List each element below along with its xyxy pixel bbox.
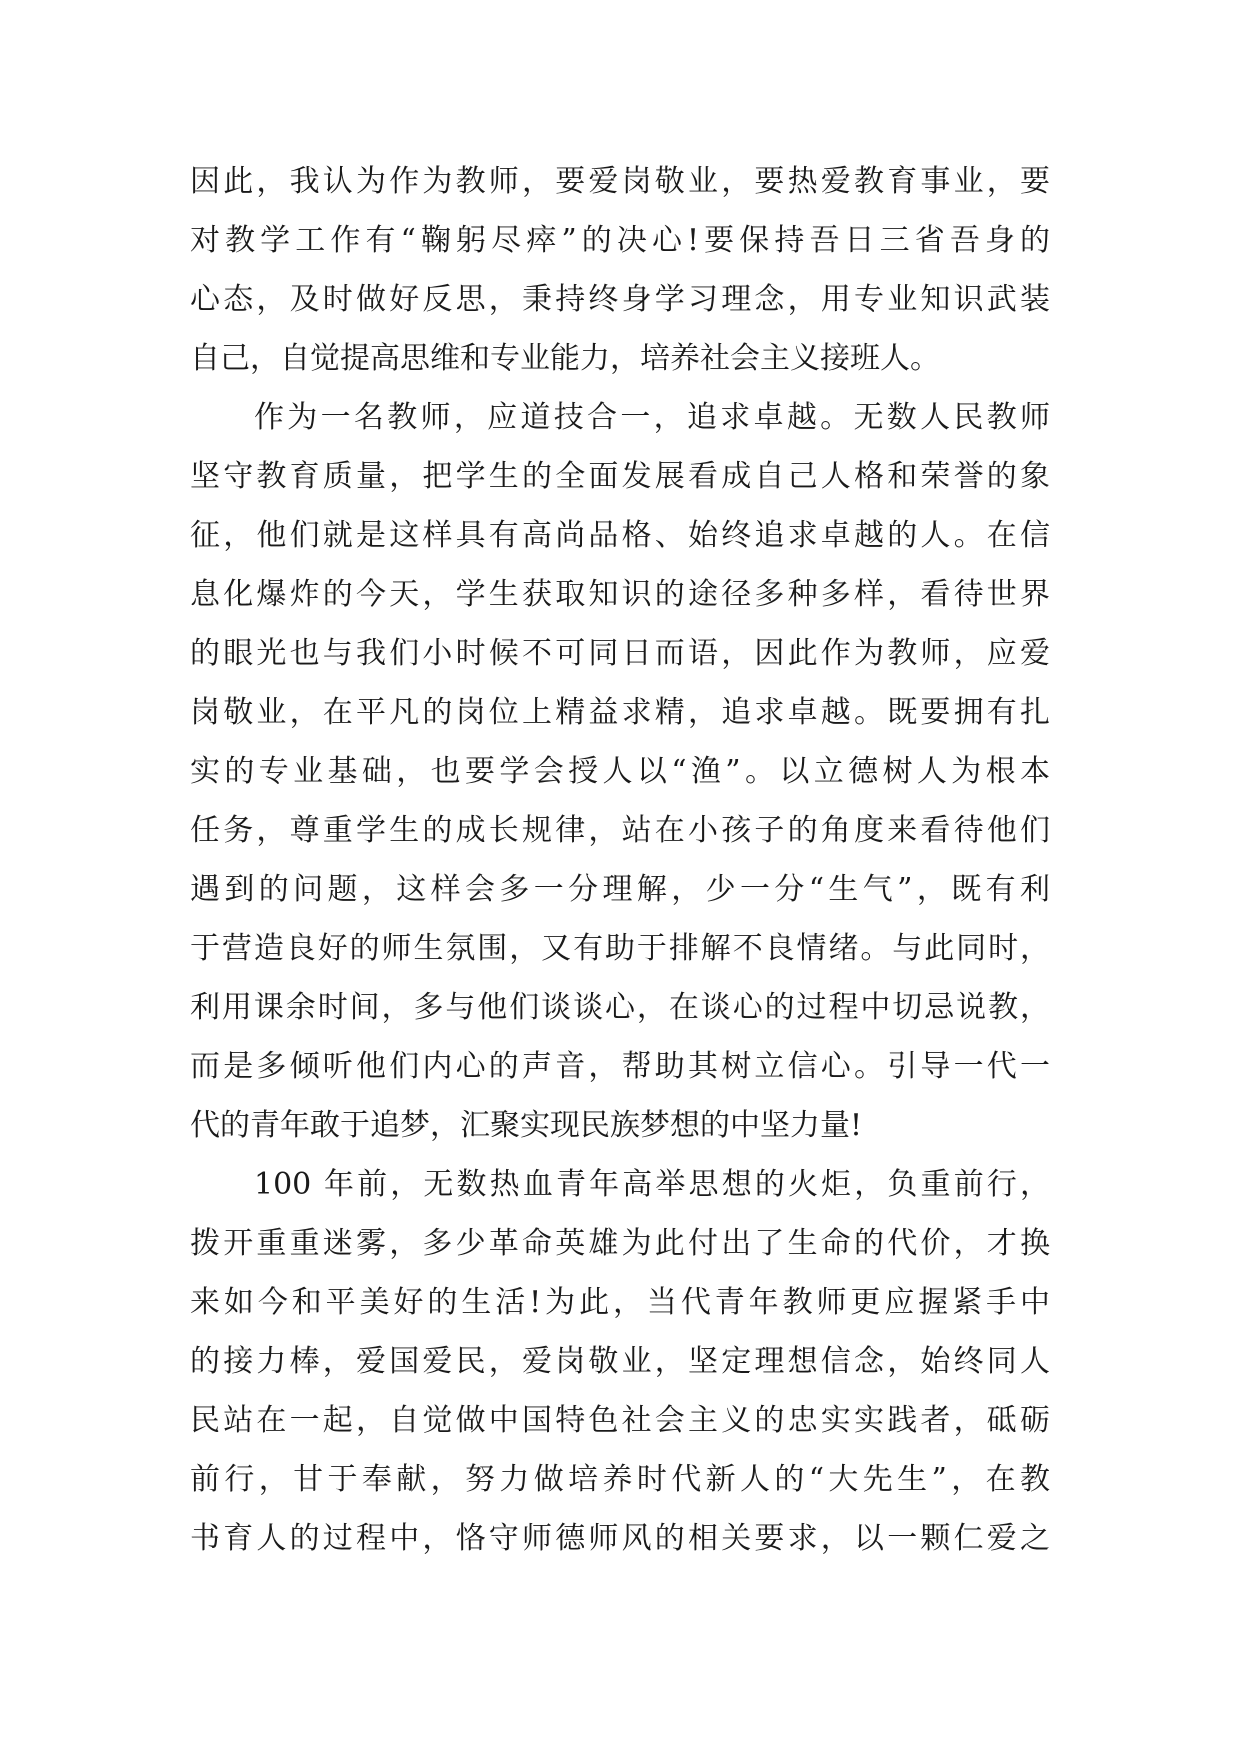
text-line: 任务，尊重学生的成长规律，站在小孩子的角度来看待他们 bbox=[190, 813, 1050, 848]
text-line: 而是多倾听他们内心的声音，帮助其树立信心。引导一代一 bbox=[190, 1049, 1050, 1084]
text-line: 因此，我认为作为教师，要爱岗敬业，要热爱教育事业，要 bbox=[190, 164, 1050, 199]
text-line: 征，他们就是这样具有高尚品格、始终追求卓越的人。在信 bbox=[190, 518, 1050, 553]
text-line: 自己，自觉提高思维和专业能力，培养社会主义接班人。 bbox=[190, 341, 940, 376]
text-line: 坚守教育质量，把学生的全面发展看成自己人格和荣誉的象 bbox=[190, 459, 1050, 494]
text-line: 对教学工作有“鞠躬尽瘁”的决心!要保持吾日三省吾身的 bbox=[190, 223, 1050, 258]
text-line: 岗敬业，在平凡的岗位上精益求精，追求卓越。既要拥有扎 bbox=[190, 695, 1050, 730]
text-line: 心态，及时做好反思，秉持终身学习理念，用专业知识武装 bbox=[190, 282, 1050, 317]
paragraph bbox=[190, 388, 1050, 1155]
text-line: 拨开重重迷雾，多少革命英雄为此付出了生命的代价，才换 bbox=[190, 1226, 1050, 1261]
text-line: 来如今和平美好的生活!为此，当代青年教师更应握紧手中 bbox=[190, 1285, 1050, 1320]
text-line: 作为一名教师，应道技合一，追求卓越。无数人民教师 bbox=[254, 400, 1050, 435]
document-body bbox=[190, 152, 1050, 1568]
text-line: 前行，甘于奉献，努力做培养时代新人的“大先生”，在教 bbox=[190, 1462, 1050, 1497]
text-line: 民站在一起，自觉做中国特色社会主义的忠实实践者，砥砺 bbox=[190, 1403, 1050, 1438]
text-line: 息化爆炸的今天，学生获取知识的途径多种多样，看待世界 bbox=[190, 577, 1050, 612]
text-line: 100 年前，无数热血青年高举思想的火炬，负重前行， bbox=[254, 1167, 1050, 1202]
text-line: 遇到的问题，这样会多一分理解，少一分“生气”，既有利 bbox=[190, 872, 1050, 907]
paragraph bbox=[190, 152, 1050, 388]
text-line: 实的专业基础，也要学会授人以“渔”。以立德树人为根本 bbox=[190, 754, 1050, 789]
text-line: 书育人的过程中，恪守师德师风的相关要求，以一颗仁爱之 bbox=[190, 1521, 1050, 1556]
paragraph bbox=[190, 1155, 1050, 1568]
text-line: 利用课余时间，多与他们谈谈心，在谈心的过程中切忌说教， bbox=[190, 990, 1050, 1025]
text-line: 的接力棒，爱国爱民，爱岗敬业，坚定理想信念，始终同人 bbox=[190, 1344, 1050, 1379]
text-line: 的眼光也与我们小时候不可同日而语，因此作为教师，应爱 bbox=[190, 636, 1050, 671]
text-line: 代的青年敢于追梦，汇聚实现民族梦想的中坚力量! bbox=[190, 1108, 863, 1143]
text-line: 于营造良好的师生氛围，又有助于排解不良情绪。与此同时， bbox=[190, 931, 1050, 966]
